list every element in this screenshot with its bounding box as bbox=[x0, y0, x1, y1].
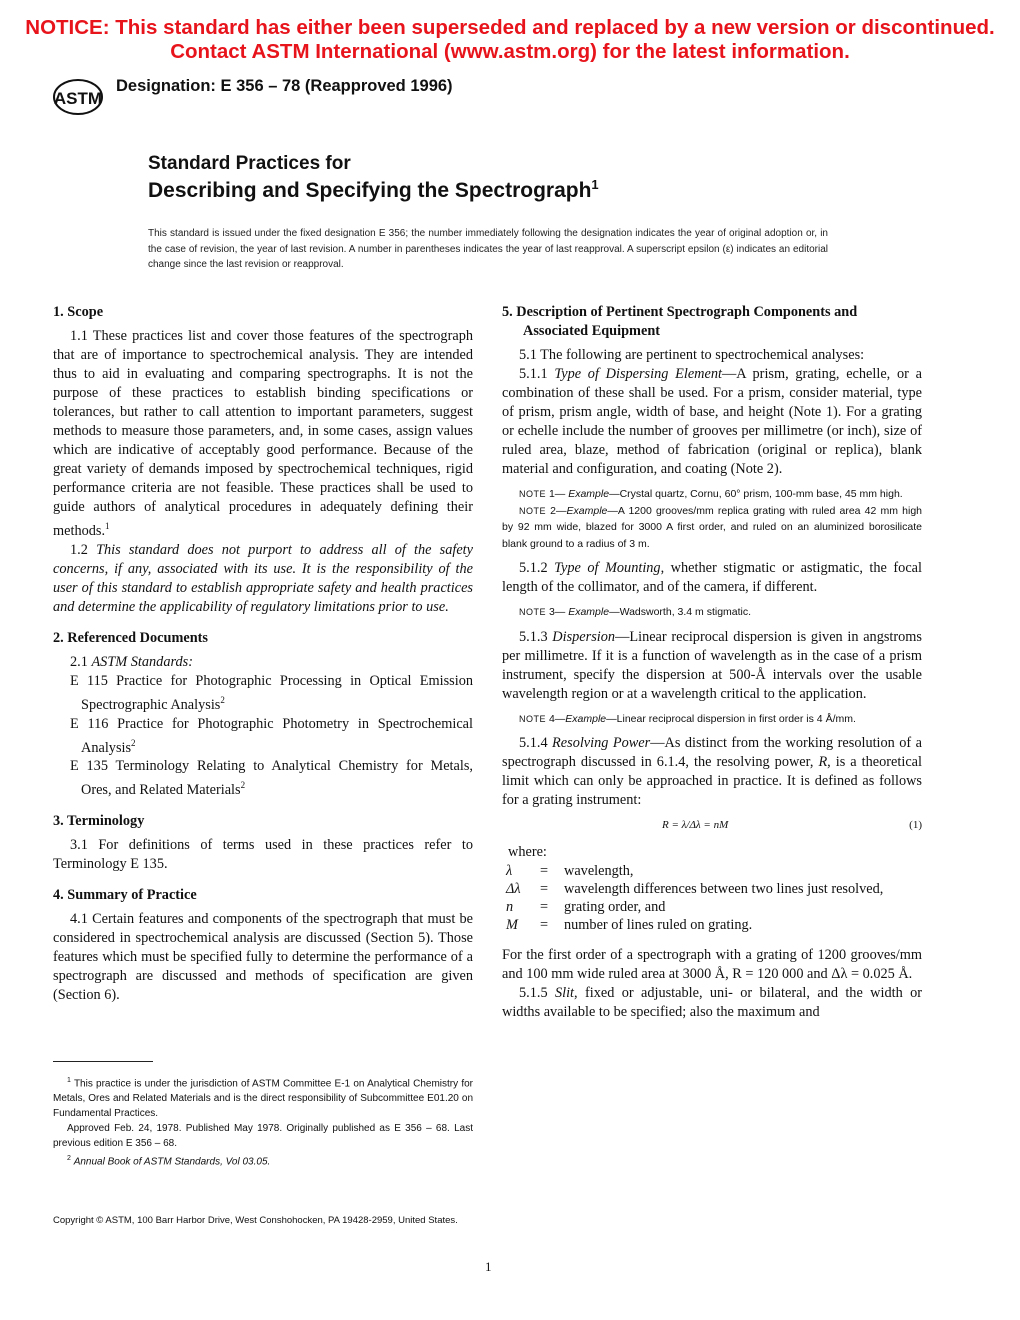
right-column bbox=[502, 303, 922, 1022]
para-5-1-4: 5.1.4 Resolving Power—As distinct from the working resolution of a spectrograph discussed in 6.1.4, the resolving power, R, is a theoretical limit which can only be approached in practice. It is defined as follows for a grating instrument: bbox=[502, 735, 922, 808]
astm-logo-icon bbox=[52, 78, 104, 116]
para-5-1: 5.1 The following are pertinent to spectrochemical analyses: bbox=[519, 347, 865, 363]
para-5-1-3: 5.1.3 Dispersion—Linear reciprocal dispersion is given in angstroms per millimetre. If it is a function of wavelength as in the case of a prism instrument, specify the dispersion at 500-Å intervals over the usable wavelength region or at a wavelength critical to the application. bbox=[502, 628, 922, 702]
section-5-heading: 5. Description of Pertinent Spectrograph Components and Associated Equipment bbox=[502, 304, 858, 339]
para-3-1: 3.1 For definitions of terms used in these practices refer to Terminology E 135. bbox=[53, 837, 473, 873]
section-3-heading: 3. Terminology bbox=[53, 813, 145, 830]
para-5-1-5: 5.1.5 Slit, fixed or adjustable, uni- or bilateral, and the width or widths available to be specified; also the maximum and bbox=[502, 985, 923, 1020]
footnote-divider bbox=[53, 1061, 153, 1062]
designation: Designation: E 356 – 78 (Reapproved 1996) bbox=[116, 77, 453, 95]
para-1-1: 1.1 These practices list and cover those features of the spectrograph that are of importance to spectrochemical analysis. They are intended thus to aid in evaluating and comparing spectrographs. It is not the purpose of these practices to establish binding specifications or tolerances, but rather to call attention to important parameters, suggest methods to measure those parameters, and, in some cases, assign values which are indicative of acceptably good performance. Because of the great variety of demands imposed by spectrochemical techniques, rigid performance criteria are not feasible. These practices shall be used to guide authors of analytical procedures in adequately defining their methods.$^1$ bbox=[53, 328, 473, 539]
title-line-1: Standard Practices for bbox=[148, 153, 351, 174]
para-first-order: For the first order of a spectrograph with a grating of 1200 grooves/mm and 100 mm wide ruled area at 3000 Å, R = 120 000 and Δλ = 0.025 Å. bbox=[502, 947, 922, 982]
note-1: NOTE 1— Example—Crystal quartz, Cornu, 60° prism, 100-mm base, 45 mm high. bbox=[519, 488, 903, 500]
note-2: NOTE 2—Example—A 1200 grooves/mm replica grating with ruled area 42 mm high by 92 mm wide, blazed for 3000 A first order, and ruled on an aluminized borosilicate blank ground to a radius of 3 m. bbox=[502, 504, 922, 550]
page-number: 1 bbox=[485, 1259, 492, 1274]
reference-e115: E 115 Practice for Photographic Processing in Optical Emission Spectrographic Analysis$^2$ bbox=[70, 672, 473, 713]
section-4-heading: 4. Summary of Practice bbox=[53, 887, 197, 904]
where-row: M = number of lines ruled on grating. bbox=[506, 917, 753, 933]
footnote-1: $^1$ This practice is under the jurisdiction of ASTM Committee E-1 on Analytical Chemistry for Metals, Ores and Related Materials and is the direct responsibility of Subcommittee E01.20 on Fundamental Practices. bbox=[53, 1077, 473, 1120]
where-row: λ = wavelength, bbox=[506, 863, 634, 879]
para-5-1-1: 5.1.1 Type of Dispersing Element—A prism, grating, echelle, or a combination of these shall be used. For a prism, consider material, type of prism, prism angle, width of base, and height (Note 1). For a grating or echelle include the number of grooves per millimetre (or inch), size of ruled area, blaze, method of fabrication (original or replica), blank material and configuration, and coating (Note 2). bbox=[502, 366, 922, 477]
notice-line-1: NOTICE: This standard has either been superseded and replaced by a new version or discontinued. bbox=[25, 16, 995, 39]
para-5-1-2: 5.1.2 Type of Mounting, whether stigmatic or astigmatic, the focal length of the collimator, and of the camera, if different. bbox=[502, 560, 922, 595]
reference-e116: E 116 Practice for Photographic Photometry in Spectrochemical Analysis$^2$ bbox=[70, 715, 473, 756]
para-1-2: 1.2 This standard does not purport to address all of the safety concerns, if any, associated with its use. It is the responsibility of the user of this standard to establish appropriate safety and health practices and determine the applicability of regulatory limitations prior to use. bbox=[53, 541, 473, 615]
title-footnote-mark: 1 bbox=[591, 177, 599, 192]
footnotes bbox=[53, 1073, 473, 1170]
left-column bbox=[53, 303, 473, 1005]
title-line-2 bbox=[148, 177, 599, 203]
notice-line-2: Contact ASTM International (www.astm.org) for the latest information. bbox=[170, 40, 850, 63]
where-table bbox=[506, 862, 926, 934]
equation-formula: R = λ/Δλ = nM bbox=[662, 819, 729, 831]
where-row: Δλ = wavelength differences between two lines just resolved, bbox=[506, 881, 884, 897]
footnote-2: $^2$ Annual Book of ASTM Standards, Vol 03.05. bbox=[67, 1155, 271, 1168]
note-3: NOTE 3— Example—Wadsworth, 3.4 m stigmatic. bbox=[519, 606, 752, 618]
title-text: Describing and Specifying the Spectrograph bbox=[148, 179, 592, 202]
issued-note: This standard is issued under the fixed designation E 356; the number immediately following the designation indicates the year of original adoption or, in the case of revision, the year of last revision. A number in parentheses indicates the year of last reapproval. A superscript epsilon (ε) indicates an editorial change since the last revision or reapproval. bbox=[148, 228, 828, 270]
where-row: n = grating order, and bbox=[506, 899, 666, 915]
reference-e135: E 135 Terminology Relating to Analytical Chemistry for Metals, Ores, and Related Materials$^2$ bbox=[70, 758, 473, 799]
para-2-1: 2.1 ASTM Standards: bbox=[70, 653, 193, 670]
where-label: where: bbox=[508, 844, 547, 860]
copyright: Copyright © ASTM, 100 Barr Harbor Drive, West Conshohocken, PA 19428-2959, United States. bbox=[53, 1215, 458, 1226]
equation-1 bbox=[502, 816, 922, 833]
equation-number: (1) bbox=[909, 819, 922, 831]
para-4-1: 4.1 Certain features and components of the spectrograph that must be considered in spectrochemical analysis are discussed (Section 5). Those features which must be specified fully to determine the performance of a spectrograph are discussed and methods of specification are given (Section 6). bbox=[53, 911, 473, 1004]
note-4: NOTE 4—Example—Linear reciprocal dispersion in first order is 4 Å/mm. bbox=[519, 712, 856, 725]
footnote-1-approved: Approved Feb. 24, 1978. Published May 1978. Originally published as E 356 – 68. Last previous edition E 356 – 68. bbox=[53, 1123, 473, 1150]
section-1-heading: 1. Scope bbox=[53, 304, 104, 320]
logo-text: ASTM bbox=[53, 89, 103, 108]
section-2-heading: 2. Referenced Documents bbox=[53, 629, 208, 646]
